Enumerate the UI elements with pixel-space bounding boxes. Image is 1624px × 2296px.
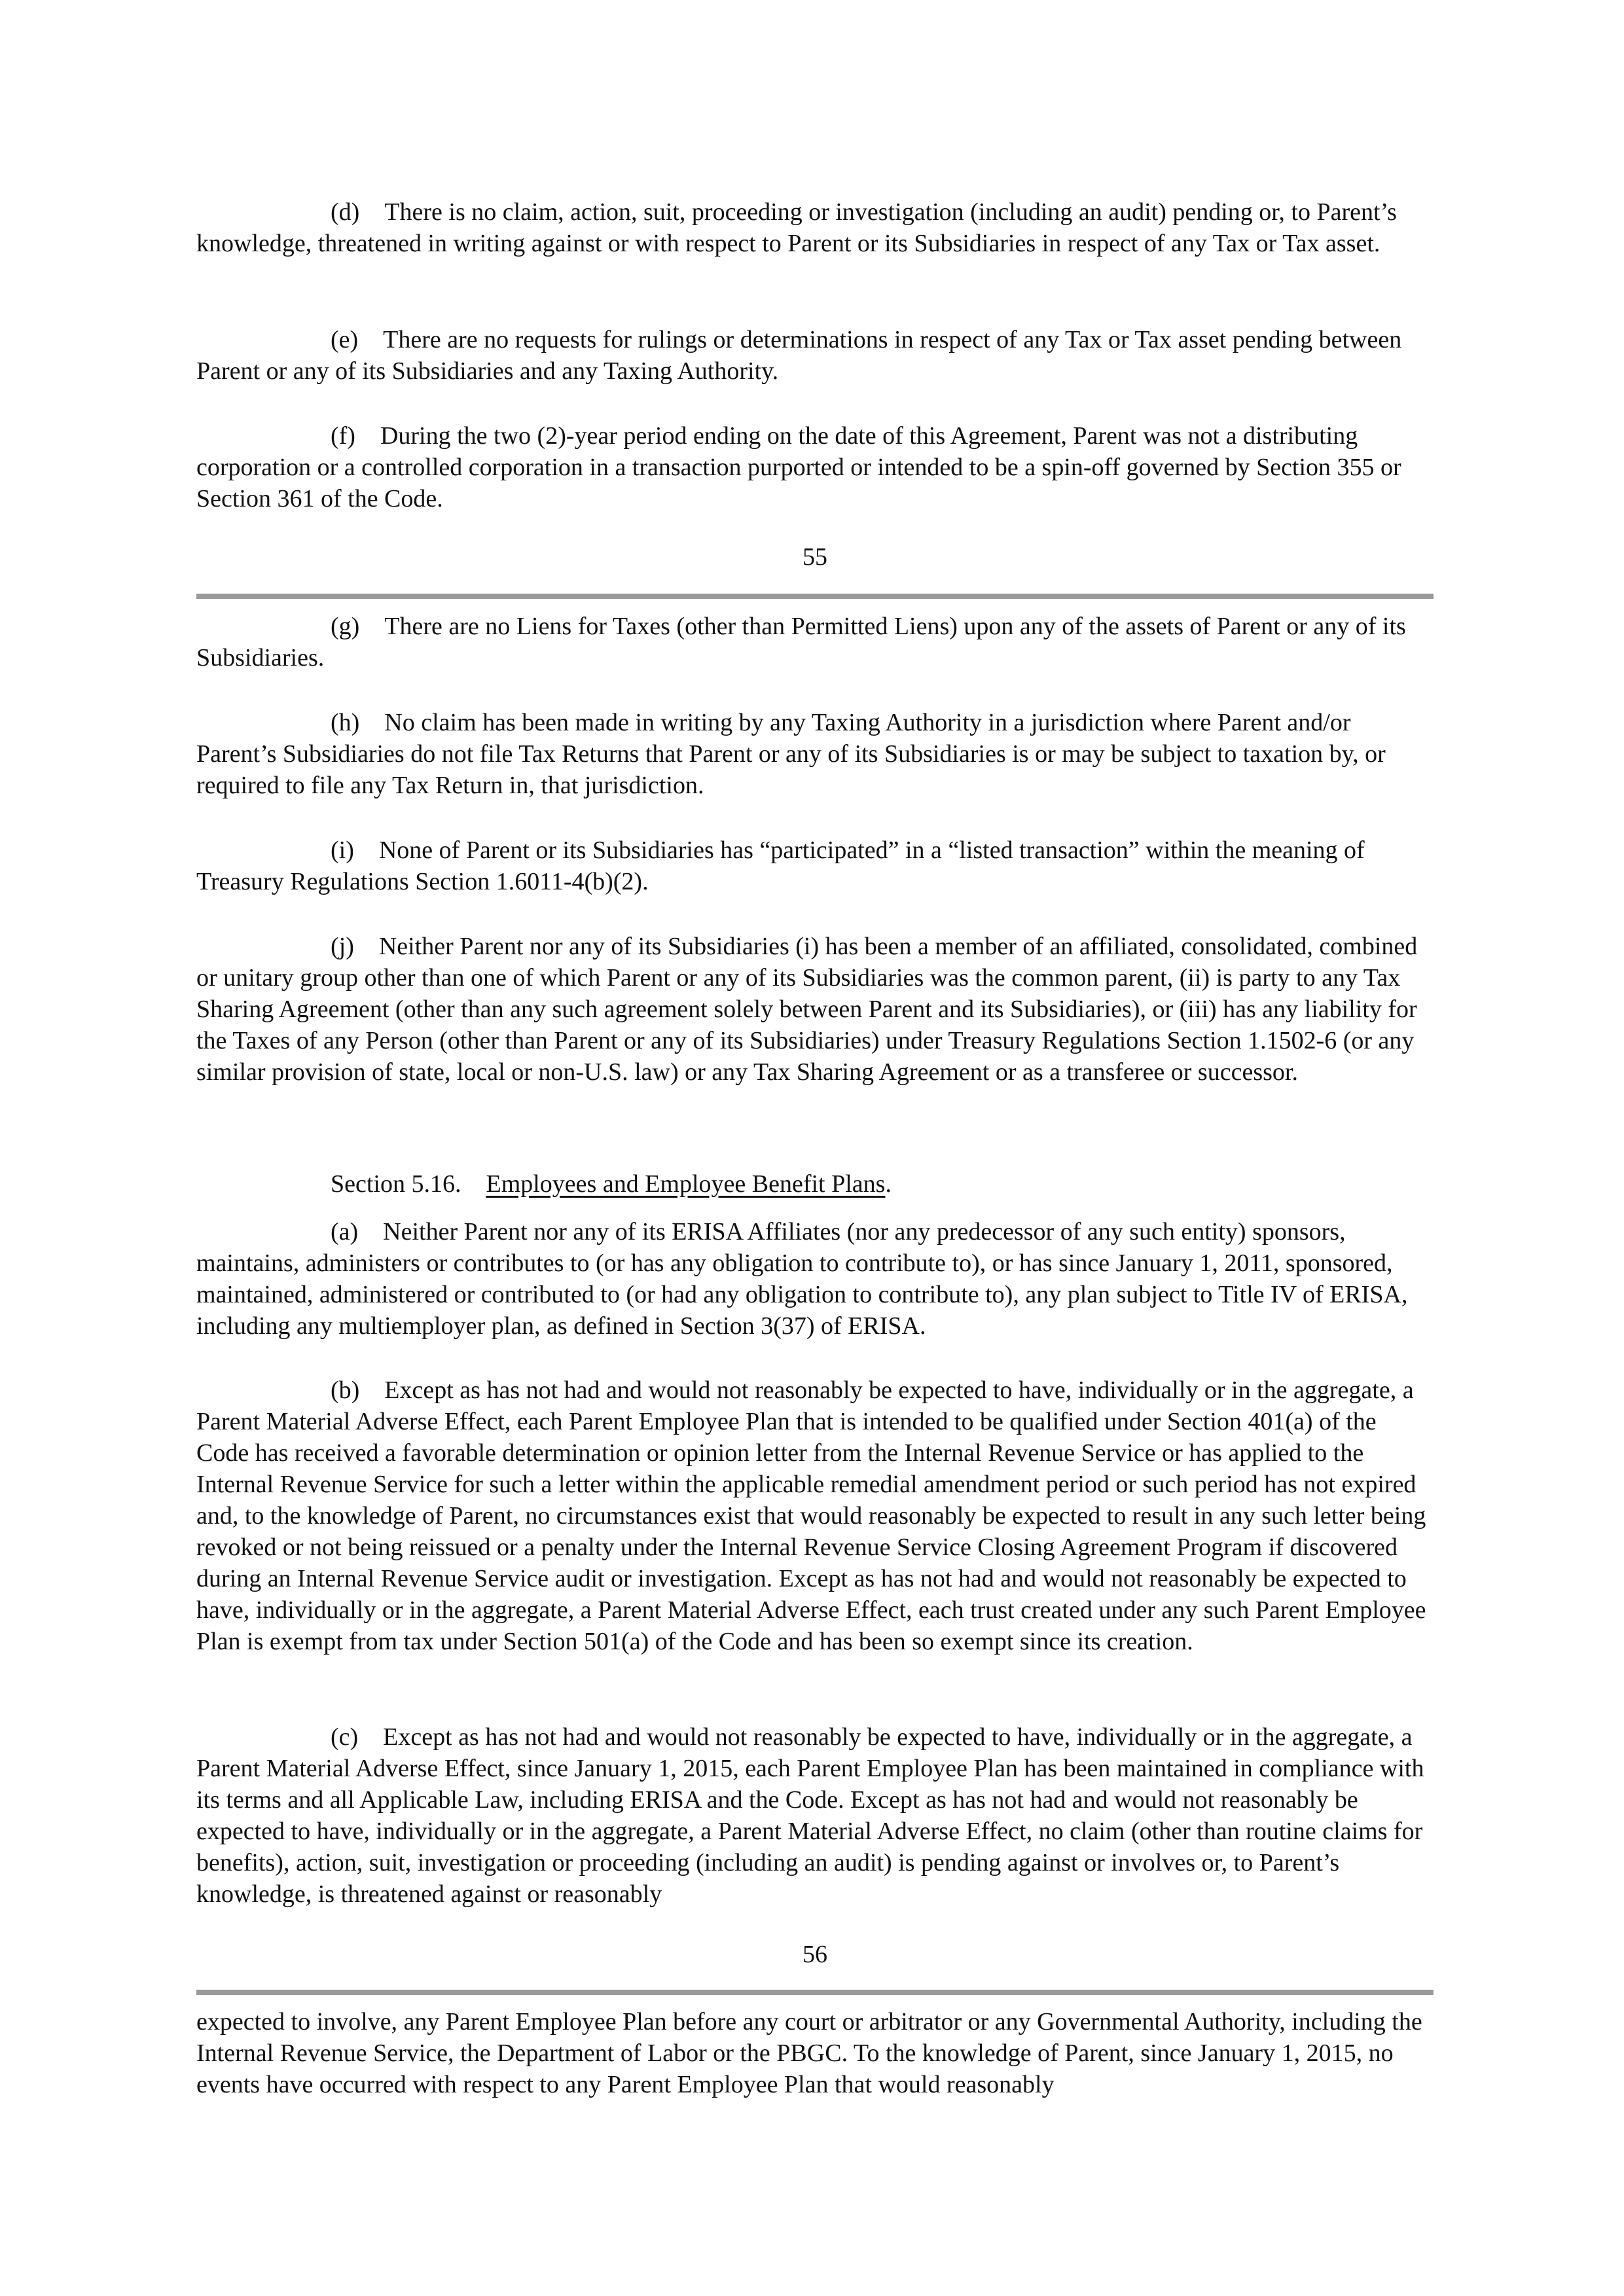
paragraph-c <box>196 1721 1434 1910</box>
paragraph-f <box>196 420 1434 514</box>
paragraph-j <box>196 931 1434 1088</box>
paragraph-i-text: (i) None of Parent or its Subsidiaries has “participated” in a “listed transaction” within the meaning of Treasury Regulations Section 1.6011-4(b)(2). <box>196 836 1365 895</box>
paragraph-b <box>196 1374 1434 1657</box>
paragraph-h-text: (h) No claim has been made in writing by any Taxing Authority in a jurisdiction where Parent and/or Parent’s Subsidiaries do not file Tax Returns that Parent or any of its Subsidiaries is or may be subject to taxation by, or required to file any Tax Return in, that jurisdiction. <box>196 709 1386 799</box>
paragraph-f-text: (f) During the two (2)-year period ending on the date of this Agreement, Parent was not a distributing corporation or a controlled corporation in a transaction purported or intended to be a spin-off governed by Section 355 or Section 361 of the Code. <box>196 422 1401 512</box>
paragraph-g <box>196 611 1434 673</box>
paragraph-c-continued <box>196 2006 1434 2100</box>
paragraph-b-text: (b) Except as has not had and would not reasonably be expected to have, individually or in the aggregate, a Parent Material Adverse Effect, each Parent Employee Plan that is intended to be qualified under Section 401(a) of the Code has received a favorable determination or opinion letter from the Internal Revenue Service or has applied to the Internal Revenue Service for such a letter within the applicable remedial amendment period or such period has not expired and, to the knowledge of Parent, no circumstances exist that would reasonably be expected to result in any such letter being revoked or not being reissued or a penalty under the Internal Revenue Service Closing Agreement Program if discovered during an Internal Revenue Service audit or investigation. Except as has not had and would not reasonably be expected to have, individually or in the aggregate, a Parent Material Adverse Effect, each trust created under any such Parent Employee Plan is exempt from tax under Section 501(a) of the Code and has been so exempt since its creation. <box>196 1376 1426 1655</box>
paragraph-g-text: (g) There are no Liens for Taxes (other than Permitted Liens) upon any of the assets of Parent or any of its Subsidiaries. <box>196 613 1406 672</box>
paragraph-d-text: (d) There is no claim, action, suit, proceeding or investigation (including an audit) pending or, to Parent’s knowledge, threatened in writing against or with respect to Parent or its Subsidiaries in respect of any Tax or Tax asset. <box>196 198 1397 257</box>
paragraph-d <box>196 196 1434 259</box>
paragraph-c-continued-text: expected to involve, any Parent Employee Plan before any court or arbitrator or any Governmental Authority, including the Internal Revenue Service, the Department of Labor or the PBGC. To the knowledge of Parent, since January 1, 2015, no events have occurred with respect to any Parent Employee Plan that would reasonably <box>196 2008 1422 2098</box>
section-number: Section 5.16. <box>331 1170 461 1198</box>
paragraph-i <box>196 834 1434 897</box>
section-title: Employees and Employee Benefit Plans <box>486 1170 886 1198</box>
paragraph-e-text: (e) There are no requests for rulings or determinations in respect of any Tax or Tax asset pending between Parent or any of its Subsidiaries and any Taxing Authority. <box>196 326 1402 385</box>
paragraph-e <box>196 324 1434 387</box>
paragraph-a <box>196 1216 1434 1342</box>
paragraph-h <box>196 707 1434 801</box>
paragraph-c-text: (c) Except as has not had and would not reasonably be expected to have, individually or in the aggregate, a Parent Material Adverse Effect, since January 1, 2015, each Parent Employee Plan has been maintained in compliance with its terms and all Applicable Law, including ERISA and the Code. Except as has not had and would not reasonably be expected to have, individually or in the aggregate, a Parent Material Adverse Effect, no claim (other than routine claims for benefits), action, suit, investigation or proceeding (including an audit) is pending against or involves or, to Parent’s knowledge, is threatened against or reasonably <box>196 1723 1424 1908</box>
page-number-55: 55 <box>803 543 827 571</box>
section-title-period: . <box>885 1170 892 1198</box>
paragraph-a-text: (a) Neither Parent nor any of its ERISA Affiliates (nor any predecessor of any such entity) sponsors, maintains, administers or contributes to (or has any obligation to contribute to), or has since January 1, 2011, sponsored, maintained, administered or contributed to (or had any obligation to contribute to), any plan subject to Title IV of ERISA, including any multiemployer plan, as defined in Section 3(37) of ERISA. <box>196 1218 1408 1340</box>
paragraph-j-text: (j) Neither Parent nor any of its Subsidiaries (i) has been a member of an affiliated, consolidated, combined or unitary group other than one of which Parent or any of its Subsidiaries was the common parent, (ii) is party to any Tax Sharing Agreement (other than any such agreement solely between Parent and its Subsidiaries), or (iii) has any liability for the Taxes of any Person (other than Parent or any of its Subsidiaries) under Treasury Regulations Section 1.1502-6 (or any similar provision of state, local or non-U.S. law) or any Tax Sharing Agreement or as a transferee or successor. <box>196 933 1418 1086</box>
page-separator <box>196 594 1434 599</box>
section-heading <box>196 1168 1434 1200</box>
page-number-56: 56 <box>803 1941 827 1968</box>
section-heading-line <box>196 1168 1434 1200</box>
page-separator <box>196 1990 1434 1995</box>
